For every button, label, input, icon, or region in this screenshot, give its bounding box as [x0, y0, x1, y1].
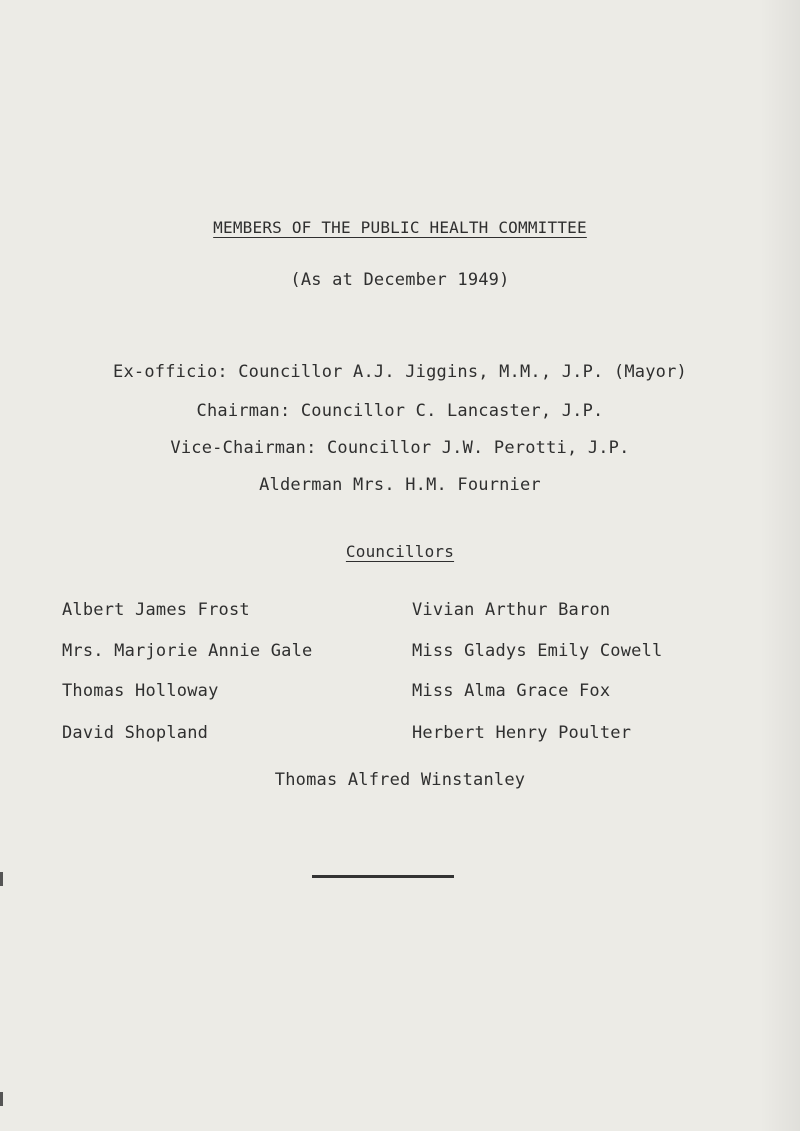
officer-vice-chairman: Vice-Chairman: Councillor J.W. Perotti, J.P.	[170, 438, 630, 458]
officer-chairman: Chairman: Councillor C. Lancaster, J.P.	[196, 401, 604, 421]
councillor-name: Albert James Frost	[62, 600, 250, 620]
margin-mark	[0, 872, 3, 886]
officer-alderman: Alderman Mrs. H.M. Fournier	[259, 475, 541, 495]
councillor-name: Herbert Henry Poulter	[412, 723, 632, 743]
page-edge-shadow	[760, 0, 800, 1131]
councillor-name: Mrs. Marjorie Annie Gale	[62, 641, 313, 661]
councillor-name: Miss Gladys Emily Cowell	[412, 641, 663, 661]
councillor-name: David Shopland	[62, 723, 209, 743]
councillor-name: Miss Alma Grace Fox	[412, 681, 611, 701]
councillor-name: Thomas Holloway	[62, 681, 219, 701]
page-subtitle: (As at December 1949)	[290, 270, 510, 290]
closing-rule	[312, 875, 454, 878]
page-title: MEMBERS OF THE PUBLIC HEALTH COMMITTEE	[213, 218, 587, 237]
councillor-name: Thomas Alfred Winstanley	[274, 770, 526, 790]
officer-ex-officio: Ex-officio: Councillor A.J. Jiggins, M.M., J.P. (Mayor)	[113, 362, 687, 382]
councillor-name: Vivian Arthur Baron	[412, 600, 611, 620]
councillors-heading: Councillors	[345, 542, 455, 561]
margin-mark	[0, 1092, 3, 1106]
